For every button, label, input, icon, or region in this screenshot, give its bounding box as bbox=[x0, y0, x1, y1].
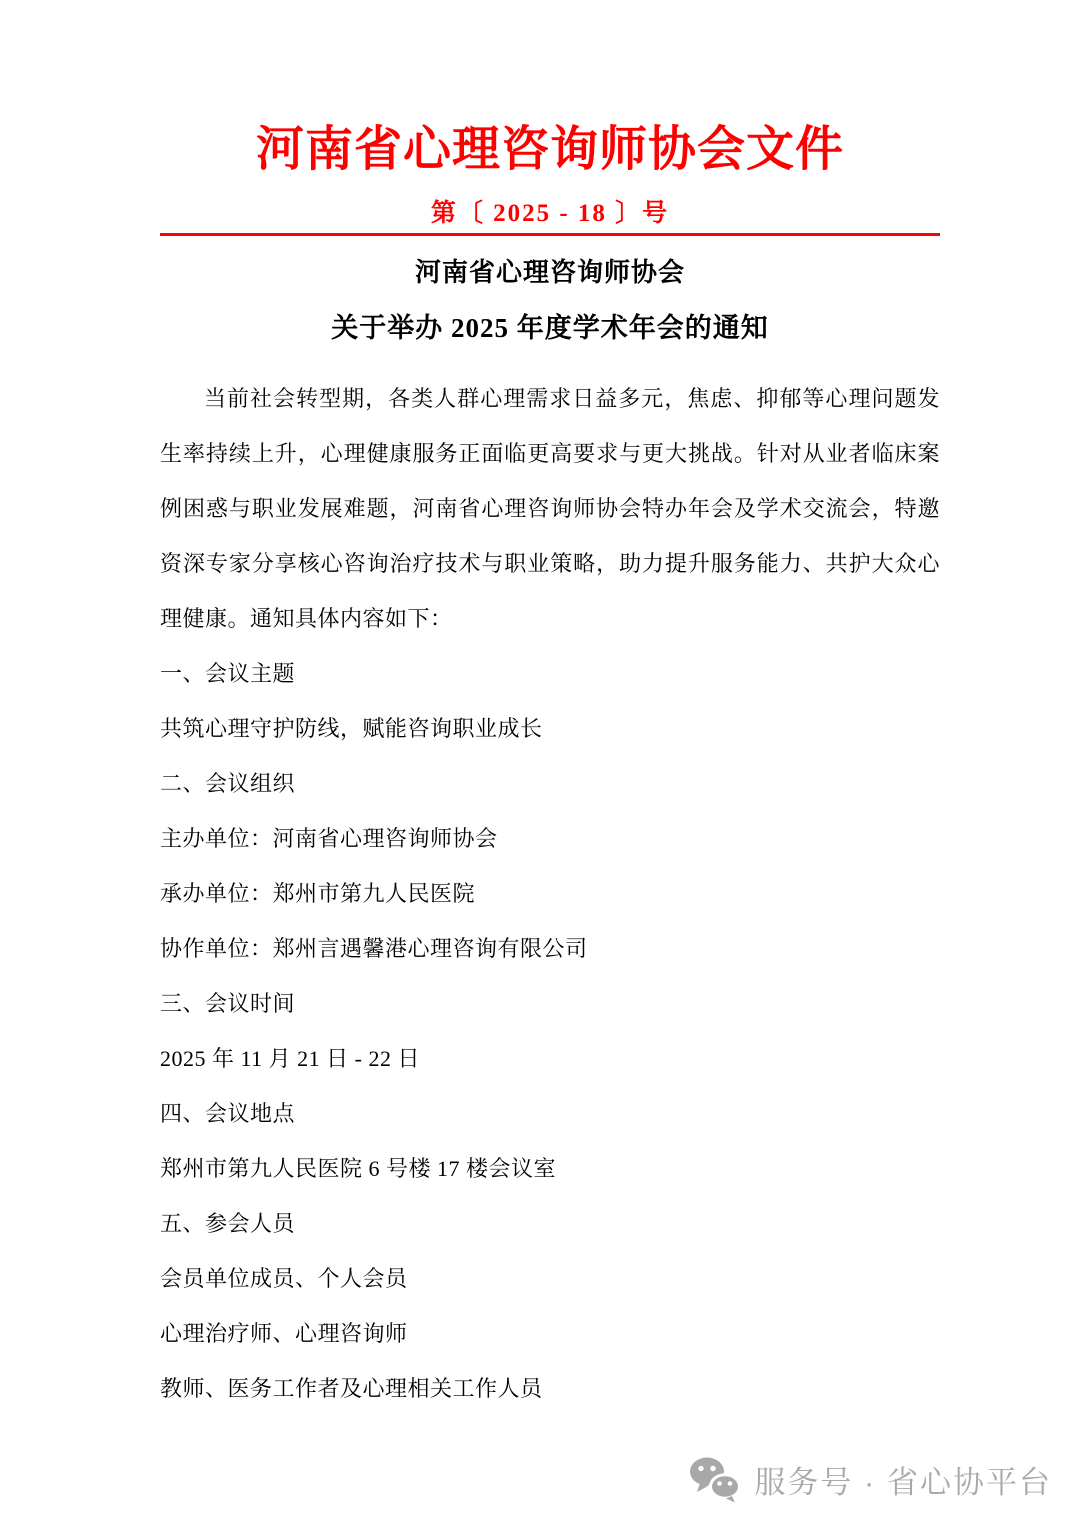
paragraph: 承办单位：郑州市第九人民医院 bbox=[160, 881, 476, 906]
wechat-icon bbox=[689, 1456, 741, 1503]
paragraph: 2025 年 11 月 21 日 - 22 日 bbox=[160, 1046, 421, 1071]
paragraph: 共筑心理守护防线，赋能咨询职业成长 bbox=[160, 716, 543, 741]
doc-number-rule bbox=[160, 198, 940, 236]
paragraph: 主办单位：河南省心理咨询师协会 bbox=[160, 826, 498, 851]
org-name: 河南省心理咨询师协会 bbox=[414, 258, 685, 287]
paragraph: 二、会议组织 bbox=[160, 771, 296, 796]
paragraph: 教师、医务工作者及心理相关工作人员 bbox=[160, 1376, 543, 1401]
document-body bbox=[160, 371, 940, 1416]
page-footer bbox=[689, 1456, 1052, 1503]
paragraph: 五、参会人员 bbox=[160, 1211, 296, 1236]
paragraph: 四、会议地点 bbox=[160, 1101, 296, 1126]
notice-subject: 关于举办 2025 年度学术年会的通知 bbox=[331, 313, 769, 343]
paragraph: 会员单位成员、个人会员 bbox=[160, 1266, 408, 1291]
doc-number: 第〔 2025 - 18 〕号 bbox=[430, 200, 670, 227]
footer-label: 服务号 · 省心协平台 bbox=[754, 1465, 1052, 1500]
paragraph: 当前社会转型期，各类人群心理需求日益多元，焦虑、抑郁等心理问题发生率持续上升，心理健康服务正面临更高要求与更大挑战。针对从业者临床案例困惑与职业发展难题，河南省心理咨询师协会特办年会及学术交流会，特邀资深专家分享核心咨询治疗技术与职业策略，助力提升服务能力、共护大众心理健康。通知具体内容如下： bbox=[160, 386, 940, 631]
paragraph: 协作单位：郑州言遇馨港心理咨询有限公司 bbox=[160, 936, 588, 961]
paragraph: 心理治疗师、心理咨询师 bbox=[160, 1321, 408, 1346]
paragraph: 一、会议主题 bbox=[160, 661, 296, 686]
paragraph: 三、会议时间 bbox=[160, 991, 296, 1016]
paragraph: 郑州市第九人民医院 6 号楼 17 楼会议室 bbox=[160, 1156, 557, 1181]
document-title: 河南省心理咨询师协会文件 bbox=[255, 123, 844, 176]
document-header bbox=[160, 123, 940, 236]
